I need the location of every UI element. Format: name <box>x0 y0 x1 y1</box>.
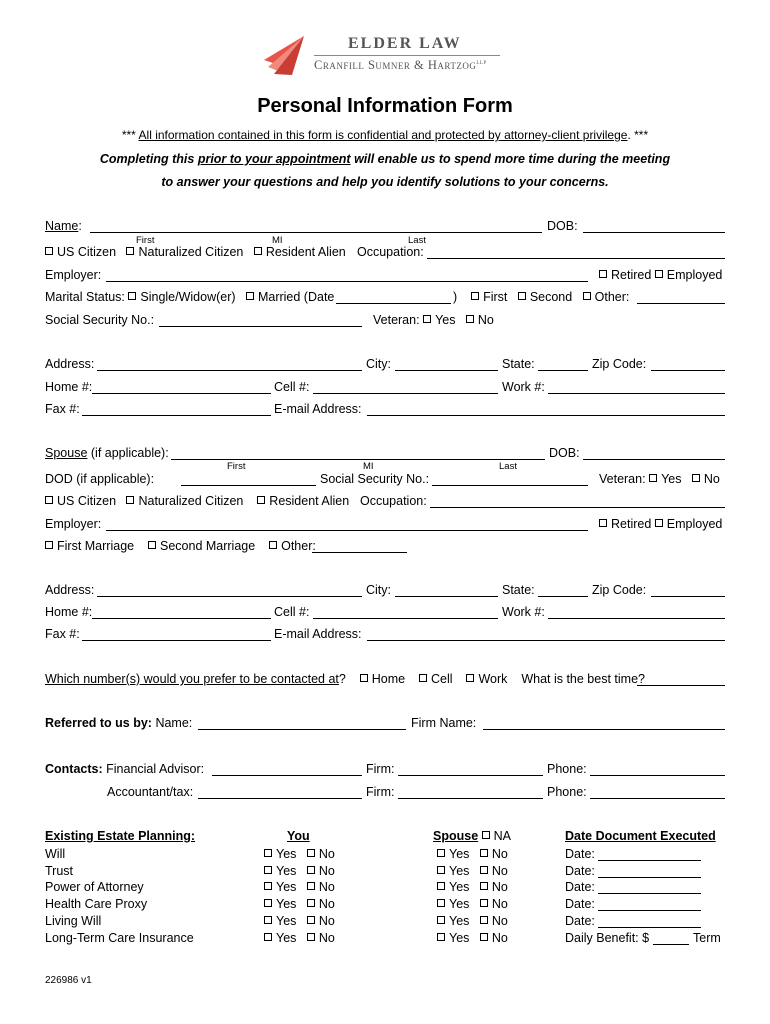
spouse-dod-field[interactable] <box>181 485 316 486</box>
address-label: Address: <box>45 357 95 371</box>
spouse-zip-field[interactable] <box>651 596 725 597</box>
spouse-address-field[interactable] <box>97 596 362 597</box>
spouse-yes-checkbox[interactable] <box>437 849 445 857</box>
other-marital-checkbox[interactable] <box>583 292 591 300</box>
spouse-yes-no: Yes No <box>437 914 508 928</box>
marital-row: Marital Status: Single/Widow(er) Married (Date <box>45 290 335 304</box>
address-field[interactable] <box>97 370 362 371</box>
pref-work-checkbox[interactable] <box>466 674 474 682</box>
spouse-work-field[interactable] <box>548 618 725 619</box>
married-checkbox[interactable] <box>246 292 254 300</box>
spouse-home-field[interactable] <box>92 618 271 619</box>
retired-checkbox[interactable] <box>599 270 607 278</box>
you-no-checkbox[interactable] <box>307 866 315 874</box>
footer-doc-id: 226986 v1 <box>45 975 92 986</box>
confidential-notice: *** All information contained in this form is confidential and protected by attorney-client privilege. *** <box>121 128 649 142</box>
advisor-phone-label: Phone: <box>547 762 587 776</box>
spouse-dob-label: DOB: <box>549 446 580 460</box>
you-yes-no: Yes No <box>264 897 335 911</box>
date-executed-field[interactable] <box>598 910 701 911</box>
spouse-sub-last: Last <box>499 461 517 472</box>
date-executed-field[interactable] <box>598 927 701 928</box>
you-yes-checkbox[interactable] <box>264 899 272 907</box>
spouse-veteran-yes-checkbox[interactable] <box>649 474 657 482</box>
zip-field[interactable] <box>651 370 725 371</box>
advisor-firm-label: Firm: <box>366 762 395 776</box>
employed-checkbox[interactable] <box>655 270 663 278</box>
cell-field[interactable] <box>313 393 498 394</box>
spouse-no-checkbox[interactable] <box>480 866 488 874</box>
spouse-dod-label: DOD (if applicable): <box>45 472 155 486</box>
date-executed-field[interactable] <box>598 877 701 878</box>
estate-heading: Existing Estate Planning: <box>45 829 196 843</box>
spouse-us-citizen-checkbox[interactable] <box>45 496 53 504</box>
advisor-phone-field[interactable] <box>590 775 725 776</box>
you-no-checkbox[interactable] <box>307 849 315 857</box>
accountant-firm-label: Firm: <box>366 785 395 799</box>
you-yes-no: Yes No <box>264 864 335 878</box>
date-executed-field[interactable] <box>598 860 701 861</box>
spouse-veteran-no-checkbox[interactable] <box>692 474 700 482</box>
married-date-field[interactable] <box>336 303 451 304</box>
city-field[interactable] <box>395 370 498 371</box>
estate-item-label: Power of Attorney <box>45 880 144 894</box>
citizenship-row: US Citizen Naturalized Citizen Resident Alien <box>45 245 346 259</box>
work-label: Work #: <box>502 380 545 394</box>
spouse-yes-checkbox[interactable] <box>437 882 445 890</box>
referred-firm-label: Firm Name: <box>411 716 477 730</box>
spouse-first-marriage-checkbox[interactable] <box>45 541 53 549</box>
home-field[interactable] <box>92 393 271 394</box>
spouse-zip-label: Zip Code: <box>592 583 647 597</box>
term-label: Term <box>693 931 721 945</box>
col-spouse: Spouse NA <box>433 829 512 843</box>
spouse-state-field[interactable] <box>538 596 588 597</box>
you-yes-checkbox[interactable] <box>264 916 272 924</box>
work-field[interactable] <box>548 393 725 394</box>
referred-row: Referred to us by: Name: <box>45 716 193 730</box>
fax-label: Fax #: <box>45 402 80 416</box>
city-label: City: <box>366 357 391 371</box>
estate-item-label: Will <box>45 847 66 861</box>
spouse-dob-field[interactable] <box>583 459 725 460</box>
spouse-other-checkbox[interactable] <box>269 541 277 549</box>
spouse-ssn-field[interactable] <box>432 485 588 486</box>
spouse-email-field[interactable] <box>367 640 725 641</box>
ssn-label: Social Security No.: <box>45 313 155 327</box>
daily-benefit-field[interactable] <box>653 944 689 945</box>
contact-preference-row: Which number(s) would you prefer to be contacted at? Home Cell Work What is the best time? <box>45 672 645 686</box>
intro-line-1: Completing this prior to your appointment will enable us to spend more time during the meeting <box>99 152 671 166</box>
occupation-field[interactable] <box>427 258 725 259</box>
name-field[interactable] <box>90 232 542 233</box>
date-label: Date: <box>565 864 595 878</box>
us-citizen-checkbox[interactable] <box>45 247 53 255</box>
fax-field[interactable] <box>82 415 271 416</box>
you-yes-checkbox[interactable] <box>264 849 272 857</box>
you-yes-no: Yes No <box>264 914 335 928</box>
estate-item-label: Long-Term Care Insurance <box>45 931 194 945</box>
spouse-yes-checkbox[interactable] <box>437 933 445 941</box>
name-label: Name: <box>45 219 82 233</box>
spouse-work-label: Work #: <box>502 605 545 619</box>
spouse-sub-first: First <box>227 461 246 472</box>
state-field[interactable] <box>538 370 588 371</box>
second-marriage-checkbox[interactable] <box>518 292 526 300</box>
spouse-na-checkbox[interactable] <box>482 831 490 839</box>
estate-item-label: Trust <box>45 864 74 878</box>
spouse-second-marriage-checkbox[interactable] <box>148 541 156 549</box>
col-you: You <box>287 829 310 843</box>
accountant-firm-field[interactable] <box>398 798 543 799</box>
accountant-field[interactable] <box>198 798 362 799</box>
naturalized-checkbox[interactable] <box>126 247 134 255</box>
spouse-employer-label: Employer: <box>45 517 102 531</box>
veteran-row: Veteran: Yes No <box>373 313 494 327</box>
occupation-label: Occupation: <box>357 245 424 259</box>
date-executed-field[interactable] <box>598 893 701 894</box>
email-label: E-mail Address: <box>274 402 362 416</box>
advisor-field[interactable] <box>212 775 362 776</box>
employer-label: Employer: <box>45 268 102 282</box>
spouse-resident-alien-checkbox[interactable] <box>257 496 265 504</box>
sub-first: First <box>136 235 155 246</box>
state-label: State: <box>502 357 535 371</box>
spouse-yes-no: Yes No <box>437 880 508 894</box>
intro-line-2: to answer your questions and help you identify solutions to your concerns. <box>161 175 609 189</box>
spouse-city-label: City: <box>366 583 391 597</box>
daily-benefit-label: Daily Benefit: $ <box>565 931 650 945</box>
estate-item-label: Health Care Proxy <box>45 897 148 911</box>
col-date-executed: Date Document Executed <box>565 829 716 843</box>
spouse-naturalized-checkbox[interactable] <box>126 496 134 504</box>
spouse-city-field[interactable] <box>395 596 498 597</box>
spouse-employer-field[interactable] <box>106 530 588 531</box>
spouse-occupation-label: Occupation: <box>360 494 427 508</box>
spouse-email-label: E-mail Address: <box>274 627 362 641</box>
spouse-yes-no: Yes No <box>437 864 508 878</box>
accountant-phone-label: Phone: <box>547 785 587 799</box>
spouse-no-checkbox[interactable] <box>480 916 488 924</box>
veteran-yes-checkbox[interactable] <box>423 315 431 323</box>
spouse-other-field[interactable] <box>312 552 407 553</box>
spouse-employment-status: Retired Employed <box>599 517 722 531</box>
advisor-firm-field[interactable] <box>398 775 543 776</box>
accountant-label: Accountant/tax: <box>107 785 194 799</box>
zip-label: Zip Code: <box>592 357 647 371</box>
spouse-home-label: Home #: <box>45 605 93 619</box>
referred-firm-field[interactable] <box>483 729 725 730</box>
you-no-checkbox[interactable] <box>307 882 315 890</box>
you-yes-no: Yes No <box>264 847 335 861</box>
first-marriage-checkbox[interactable] <box>471 292 479 300</box>
spouse-yes-no: Yes No <box>437 897 508 911</box>
spouse-cell-label: Cell #: <box>274 605 310 619</box>
you-yes-no: Yes No <box>264 931 335 945</box>
single-checkbox[interactable] <box>128 292 136 300</box>
you-yes-checkbox[interactable] <box>264 882 272 890</box>
spouse-cell-field[interactable] <box>313 618 498 619</box>
best-time-field[interactable] <box>637 685 725 686</box>
spouse-fax-field[interactable] <box>82 640 271 641</box>
spouse-address-label: Address: <box>45 583 95 597</box>
spouse-yes-no: Yes No <box>437 931 508 945</box>
ssn-field[interactable] <box>159 326 362 327</box>
employer-field[interactable] <box>106 281 588 282</box>
date-label: Date: <box>565 880 595 894</box>
date-label: Date: <box>565 847 595 861</box>
veteran-no-checkbox[interactable] <box>466 315 474 323</box>
cell-label: Cell #: <box>274 380 310 394</box>
you-yes-no: Yes No <box>264 880 335 894</box>
sub-mi: MI <box>272 235 283 246</box>
spouse-yes-checkbox[interactable] <box>437 866 445 874</box>
logo <box>262 34 512 84</box>
spouse-yes-checkbox[interactable] <box>437 899 445 907</box>
spouse-name-field[interactable] <box>171 459 545 460</box>
spouse-citizenship-row: US Citizen Naturalized Citizen Resident Alien <box>45 494 349 508</box>
spouse-label: Spouse (if applicable): <box>45 446 169 460</box>
spouse-no-checkbox[interactable] <box>480 882 488 890</box>
dob-label: DOB: <box>547 219 578 233</box>
date-label: Date: <box>565 897 595 911</box>
spouse-fax-label: Fax #: <box>45 627 80 641</box>
spouse-sub-mi: MI <box>363 461 374 472</box>
page-title: Personal Information Form <box>257 95 513 117</box>
marriage-order: ) First Second Other: <box>453 290 630 304</box>
accountant-phone-field[interactable] <box>590 798 725 799</box>
spouse-occupation-field[interactable] <box>430 507 725 508</box>
you-no-checkbox[interactable] <box>307 916 315 924</box>
spouse-yes-checkbox[interactable] <box>437 916 445 924</box>
logo-firm: Cranfill Sumner & Hartzog$^{LLP}$ <box>314 58 487 72</box>
estate-item-label: Living Will <box>45 914 102 928</box>
you-yes-checkbox[interactable] <box>264 933 272 941</box>
you-no-checkbox[interactable] <box>307 933 315 941</box>
you-yes-checkbox[interactable] <box>264 866 272 874</box>
spouse-no-checkbox[interactable] <box>480 849 488 857</box>
spouse-veteran-row: Veteran: Yes No <box>599 472 720 486</box>
you-no-checkbox[interactable] <box>307 899 315 907</box>
pref-cell-checkbox[interactable] <box>419 674 427 682</box>
pref-home-checkbox[interactable] <box>360 674 368 682</box>
spouse-marriage-row: First Marriage Second Marriage Other: <box>45 539 316 553</box>
spouse-employed-checkbox[interactable] <box>655 519 663 527</box>
dob-field[interactable] <box>583 232 725 233</box>
logo-name: ELDER LAW <box>348 35 462 52</box>
spouse-no-checkbox[interactable] <box>480 933 488 941</box>
other-marital-field[interactable] <box>637 303 725 304</box>
spouse-no-checkbox[interactable] <box>480 899 488 907</box>
sub-last: Last <box>408 235 426 246</box>
spouse-state-label: State: <box>502 583 535 597</box>
resident-alien-checkbox[interactable] <box>254 247 262 255</box>
paper-plane-icon <box>262 34 308 76</box>
date-label: Date: <box>565 914 595 928</box>
spouse-yes-no: Yes No <box>437 847 508 861</box>
employment-status: Retired Employed <box>599 268 722 282</box>
referred-name-field[interactable] <box>198 729 406 730</box>
spouse-ssn-label: Social Security No.: <box>320 472 430 486</box>
advisor-row: Contacts: Financial Advisor: <box>45 762 205 776</box>
email-field[interactable] <box>367 415 725 416</box>
home-label: Home #: <box>45 380 93 394</box>
spouse-retired-checkbox[interactable] <box>599 519 607 527</box>
